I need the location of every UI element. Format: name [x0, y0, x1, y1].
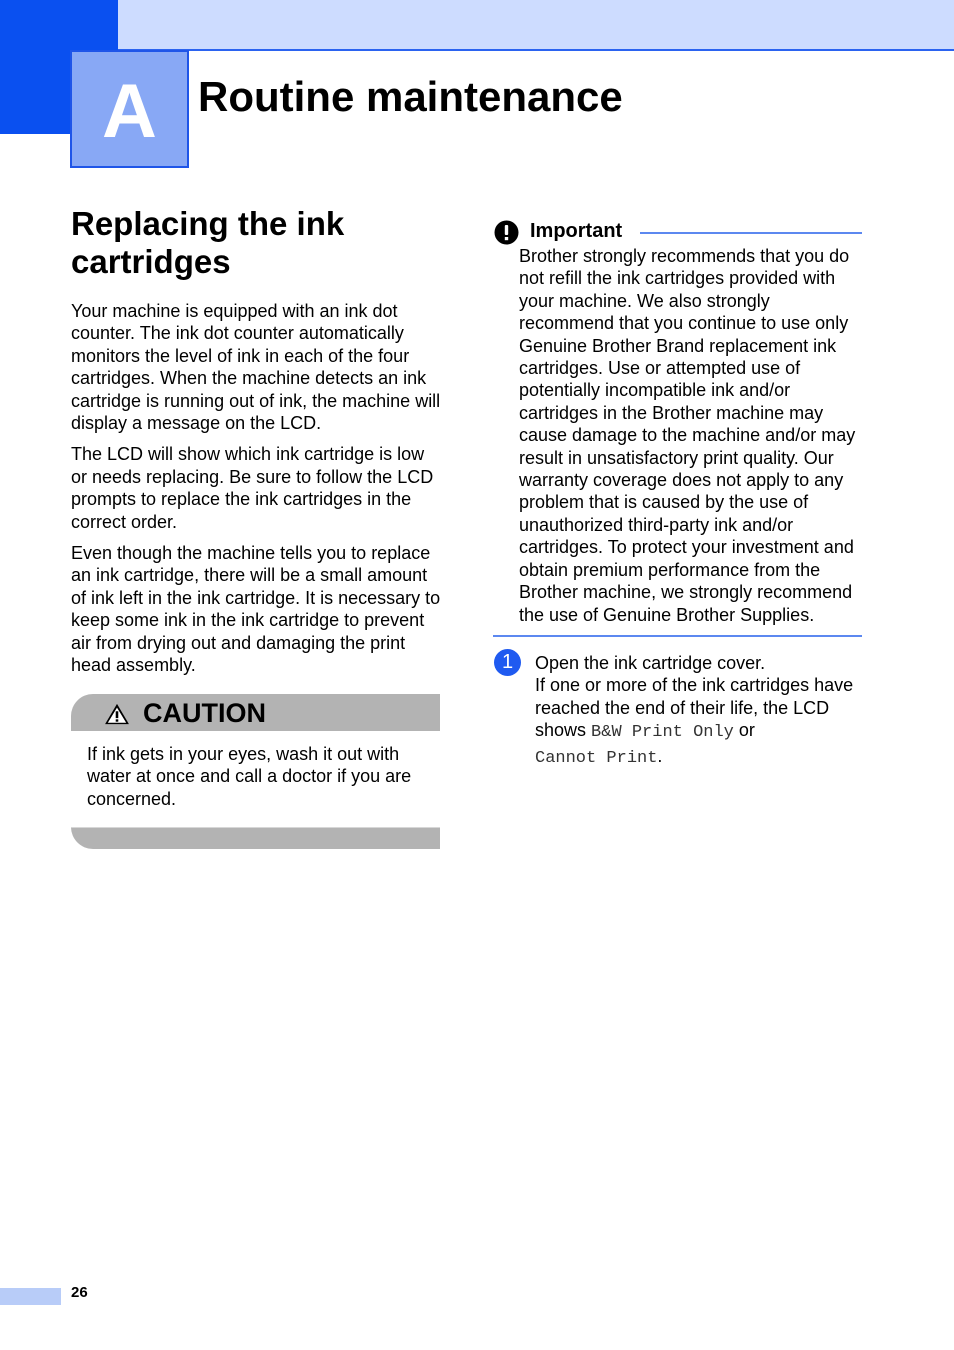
chapter-title: Routine maintenance	[198, 73, 623, 120]
header-band	[118, 0, 954, 51]
lcd-message-cannot-print: Cannot Print	[535, 748, 658, 768]
important-top-rule	[640, 232, 862, 234]
important-text: Brother strongly recommends that you do not refill the ink cartridges provided with your machine. We also strongly recommend that you continue to use only Genuine Brother Brand replacement ink cartridges. Use or attempted use of potentially incompatible ink and/or cartridges in the Brother machine may cause damage to the machine and/or may result in unsatisfactory print quality. Our warranty coverage does not apply to any problem that is caused by the use of unauthorized third-party ink and/or cartridges. To protect your investment and obtain premium performance from the Brother machine, we strongly recommend the use of Genuine Brother Supplies.	[519, 246, 856, 625]
caution-box	[71, 694, 440, 849]
intro-paragraph: The LCD will show which ink cartridge is low or needs replacing. Be sure to follow the LCD prompts to replace the ink cartridges in the correct order.	[71, 444, 434, 532]
chapter-badge	[70, 50, 189, 168]
step-body	[535, 652, 865, 770]
caution-label: CAUTION	[143, 698, 266, 728]
warning-triangle-icon	[103, 703, 131, 725]
step-number-badge: 1	[494, 649, 521, 676]
section-title: Replacing the ink cartridges	[71, 205, 345, 280]
step-title: Open the ink cartridge cover.	[535, 653, 766, 673]
caution-header	[71, 694, 440, 731]
lcd-message-bw: B&W Print Only	[591, 723, 734, 743]
exclamation-circle-icon	[494, 220, 519, 245]
intro-paragraph: Your machine is equipped with an ink dot counter. The ink dot counter automatically monitors the level of ink in each of the four cartridges. When the machine detects an ink cartridge is running out of ink, the machine will display a message on the LCD.	[71, 301, 441, 434]
step-text-before: If one or more of the ink cartridges have reached the end of their life, the LCD shows	[535, 675, 854, 741]
step-text-after: .	[657, 745, 663, 766]
step-text-middle: or	[738, 720, 755, 741]
chapter-letter: A	[102, 69, 157, 154]
caution-footer	[71, 827, 440, 849]
intro-paragraph: Even though the machine tells you to replace an ink cartridge, there will be a small amount of ink left in the ink cartridge. It is necessary to keep some ink in the ink cartridge to prevent air from drying out and damaging the print head assembly.	[71, 543, 441, 676]
intro-text	[71, 300, 441, 686]
caution-text: If ink gets in your eyes, wash it out with water at once and call a doctor if you are concerned.	[87, 744, 412, 809]
page-tab	[0, 1288, 61, 1305]
step-description	[535, 674, 865, 770]
important-bottom-rule	[493, 635, 862, 637]
important-title: Important	[530, 220, 623, 242]
page-number: 26	[71, 1284, 88, 1301]
